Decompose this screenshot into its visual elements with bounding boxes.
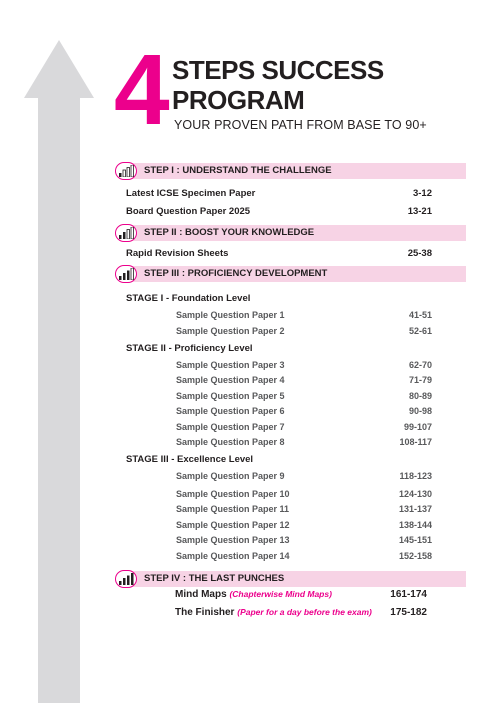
paper-label: Sample Question Paper 6	[176, 406, 285, 416]
signal-bars-icon	[115, 162, 137, 180]
paper-pages: 152-158	[398, 551, 432, 561]
paper-pages: 145-151	[398, 535, 432, 545]
paper-label: Sample Question Paper 2	[176, 326, 285, 336]
paper-pages: 71-79	[408, 375, 432, 385]
signal-bars-icon	[115, 570, 137, 588]
paper-pages: 90-98	[408, 406, 432, 416]
finisher-label: The Finisher	[175, 607, 235, 618]
up-arrow-shaft	[38, 96, 80, 703]
paper-pages: 131-137	[398, 504, 432, 514]
paper-label: Sample Question Paper 3	[176, 360, 285, 370]
stage1-label: STAGE I - Foundation Level	[126, 293, 251, 304]
step3-label: STEP III : PROFICIENCY DEVELOPMENT	[144, 268, 328, 279]
finisher-note: (Paper for a day before the exam)	[237, 607, 372, 617]
paper-label: Sample Question Paper 14	[176, 551, 290, 561]
paper-pages: 99-107	[403, 422, 432, 432]
signal-bars-icon	[115, 224, 137, 242]
step2-item-label: Rapid Revision Sheets	[126, 248, 229, 259]
subtitle: YOUR PROVEN PATH FROM BASE TO 90+	[174, 118, 427, 132]
up-arrow-head	[24, 40, 94, 98]
step1-item-label: Latest ICSE Specimen Paper	[126, 188, 256, 199]
paper-pages: 52-61	[408, 326, 432, 336]
paper-pages: 138-144	[398, 520, 432, 530]
step1-item-label: Board Question Paper 2025	[126, 206, 251, 217]
mind-maps-label: Mind Maps	[175, 589, 227, 600]
paper-pages: 80-89	[408, 391, 432, 401]
paper-label: Sample Question Paper 8	[176, 437, 285, 447]
mind-maps-note: (Chapterwise Mind Maps)	[229, 589, 332, 599]
step4-label: STEP IV : THE LAST PUNCHES	[144, 573, 285, 584]
mind-maps-row	[175, 590, 332, 600]
stage2-label: STAGE II - Proficiency Level	[126, 343, 253, 354]
paper-label: Sample Question Paper 10	[176, 489, 290, 499]
paper-label: Sample Question Paper 9	[176, 471, 285, 481]
title-line-2: PROGRAM	[172, 85, 305, 115]
finisher-row	[175, 608, 372, 618]
title-line-1: STEPS SUCCESS	[172, 55, 384, 85]
signal-bars-icon	[115, 265, 137, 283]
paper-label: Sample Question Paper 11	[176, 504, 290, 514]
paper-pages: 118-123	[399, 471, 432, 481]
paper-pages: 62-70	[408, 360, 432, 370]
paper-label: Sample Question Paper 4	[176, 375, 285, 385]
paper-label: Sample Question Paper 12	[176, 520, 290, 530]
paper-pages: 41-51	[408, 310, 432, 320]
step1-label: STEP I : UNDERSTAND THE CHALLENGE	[144, 165, 332, 176]
step2-item-pages: 25-38	[407, 248, 432, 259]
stage3-label: STAGE III - Excellence Level	[126, 454, 254, 465]
finisher-pages: 175-182	[390, 607, 427, 618]
paper-label: Sample Question Paper 7	[176, 422, 285, 432]
mind-maps-pages: 161-174	[390, 589, 427, 600]
step1-item-pages: 3-12	[412, 188, 432, 199]
paper-label: Sample Question Paper 5	[176, 391, 285, 401]
paper-pages: 108-117	[399, 437, 432, 447]
paper-label: Sample Question Paper 13	[176, 535, 290, 545]
step2-label: STEP II : BOOST YOUR KNOWLEDGE	[144, 227, 315, 238]
paper-label: Sample Question Paper 1	[176, 310, 285, 320]
paper-pages: 124-130	[398, 489, 432, 499]
big-number: 4	[114, 34, 166, 146]
step1-item-pages: 13-21	[407, 206, 432, 217]
